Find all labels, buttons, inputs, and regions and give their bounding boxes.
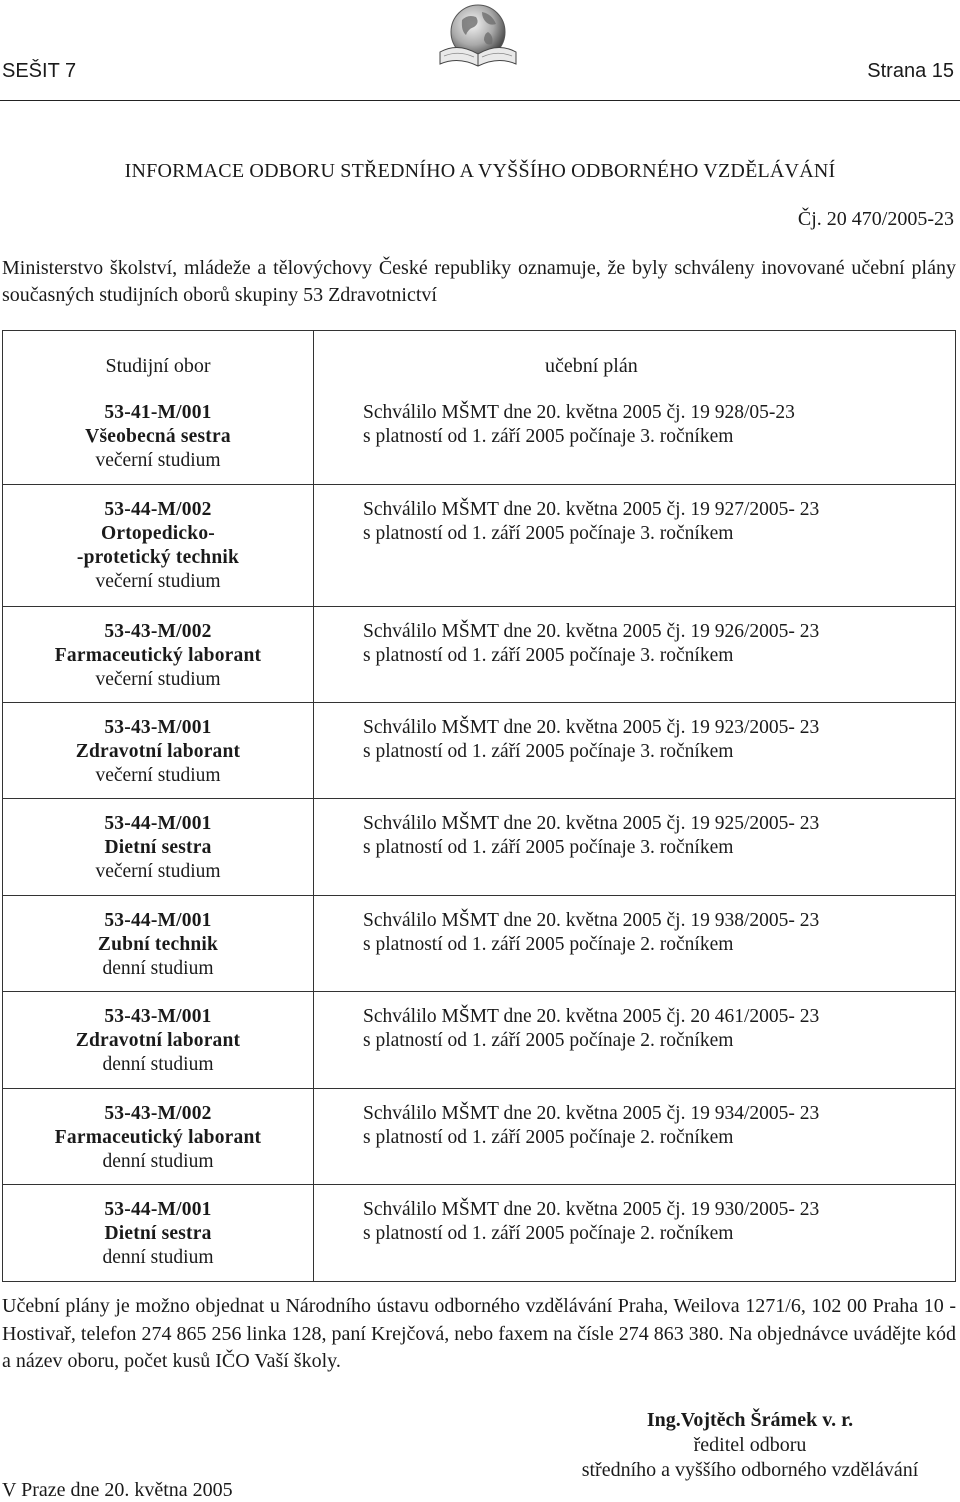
study-mode: večerní studium: [95, 669, 221, 690]
study-mode: denní studium: [102, 1151, 214, 1172]
ordering-info-paragraph: Učební plány je možno objednat u Národního ústavu odborného vzdělávání Praha, Weilova 1271/6, 102 00 Praha 10 - Hostivař, telefon 274 865 256 linka 128, paní Krejčová, nebo faxem na čísle 274 863 380. Na objednávce uvádějte kód a název oboru, počet kusů IČO Vaší školy.: [2, 1295, 956, 1372]
approval-text: Schválilo MŠMT dne 20. května 2005 čj. 19 930/2005- 23: [363, 1199, 820, 1220]
field-name: Zdravotní laborant: [75, 741, 241, 762]
field-name: Dietní sestra: [104, 1223, 212, 1244]
field-code: 53-44-M/001: [104, 1199, 212, 1220]
validity-text: s platností od 1. září 2005 počínaje 2. ročníkem: [363, 1030, 734, 1051]
validity-text: s platností od 1. září 2005 počínaje 3. ročníkem: [363, 645, 734, 666]
validity-text: s platností od 1. září 2005 počínaje 2. ročníkem: [363, 934, 734, 955]
field-code: 53-44-M/001: [104, 813, 212, 834]
reference-number: Čj. 20 470/2005-23: [797, 208, 954, 230]
signatory-department: středního a vyššího odborného vzdělávání: [581, 1459, 919, 1481]
field-name: Zdravotní laborant: [75, 1030, 241, 1051]
study-mode: denní studium: [102, 1247, 214, 1268]
field-name-continued: -protetický technik: [76, 547, 240, 568]
validity-text: s platností od 1. září 2005 počínaje 2. ročníkem: [363, 1127, 734, 1148]
field-name: Dietní sestra: [104, 837, 212, 858]
study-mode: večerní studium: [95, 450, 221, 471]
field-code: 53-43-M/001: [104, 1006, 212, 1027]
column-header-study-field: Studijní obor: [105, 355, 211, 377]
table-row: [3, 1184, 955, 1281]
study-mode: večerní studium: [95, 571, 221, 592]
field-name: Farmaceutický laborant: [54, 1127, 262, 1148]
signatory-title: ředitel odboru: [693, 1434, 807, 1456]
signatory-name: Ing.Vojtěch Šrámek v. r.: [646, 1409, 854, 1431]
intro-paragraph: Ministerstvo školství, mládeže a tělovýchovy České republiky oznamuje, že byly schváleny inovované učební plány současných studijních oborů skupiny 53 Zdravotnictví: [2, 257, 956, 306]
table-row: [3, 702, 955, 798]
validity-text: s platností od 1. září 2005 počínaje 2. ročníkem: [363, 1223, 734, 1244]
field-code: 53-43-M/001: [104, 717, 212, 738]
field-code: 53-43-M/002: [104, 1103, 212, 1124]
approval-text: Schválilo MŠMT dne 20. května 2005 čj. 19 927/2005- 23: [363, 499, 820, 520]
approval-text: Schválilo MŠMT dne 20. května 2005 čj. 19 926/2005- 23: [363, 621, 820, 642]
signature-block: [540, 1408, 960, 1483]
table-row: [3, 895, 955, 991]
approval-text: Schválilo MŠMT dne 20. května 2005 čj. 19 925/2005- 23: [363, 813, 820, 834]
globe-and-open-book-icon: [432, 2, 522, 72]
header-divider: [0, 100, 960, 101]
field-name: Všeobecná sestra: [85, 426, 231, 447]
curriculum-table: [2, 330, 956, 1282]
issue-date: V Praze dne 20. května 2005: [2, 1479, 233, 1501]
table-row: [3, 484, 955, 606]
approval-text: Schválilo MŠMT dne 20. května 2005 čj. 19 938/2005- 23: [363, 910, 820, 931]
approval-text: Schválilo MŠMT dne 20. května 2005 čj. 19 934/2005- 23: [363, 1103, 820, 1124]
approval-text: Schválilo MŠMT dne 20. května 2005 čj. 19 928/05-23: [363, 402, 795, 423]
study-mode: denní studium: [102, 1054, 214, 1075]
study-mode: denní studium: [102, 958, 214, 979]
field-code: 53-44-M/001: [104, 910, 212, 931]
issue-label: SEŠIT 7: [2, 60, 77, 82]
field-code: 53-43-M/002: [104, 621, 212, 642]
table-row: [3, 991, 955, 1088]
table-row: [3, 1088, 955, 1184]
column-header-curriculum: učební plán: [545, 355, 638, 377]
study-mode: večerní studium: [95, 765, 221, 786]
page-number: Strana 15: [867, 60, 954, 82]
section-heading: INFORMACE ODBORU STŘEDNÍHO A VYŠŠÍHO ODBORNÉHO VZDĚLÁVÁNÍ: [124, 160, 836, 182]
study-mode: večerní studium: [95, 861, 221, 882]
table-row: [3, 606, 955, 702]
field-name: Farmaceutický laborant: [54, 645, 262, 666]
validity-text: s platností od 1. září 2005 počínaje 3. ročníkem: [363, 837, 734, 858]
table-header-row: [3, 331, 955, 388]
approval-text: Schválilo MŠMT dne 20. května 2005 čj. 19 923/2005- 23: [363, 717, 820, 738]
field-name: Zubní technik: [97, 934, 219, 955]
table-row: [3, 388, 955, 484]
approval-text: Schválilo MŠMT dne 20. května 2005 čj. 20 461/2005- 23: [363, 1006, 820, 1027]
field-name: Ortopedicko-: [101, 523, 215, 544]
validity-text: s platností od 1. září 2005 počínaje 3. ročníkem: [363, 741, 734, 762]
page-header: [0, 0, 960, 100]
field-code: 53-44-M/002: [104, 499, 212, 520]
validity-text: s platností od 1. září 2005 počínaje 3. ročníkem: [363, 426, 734, 447]
table-row: [3, 798, 955, 895]
field-code: 53-41-M/001: [104, 402, 212, 423]
validity-text: s platností od 1. září 2005 počínaje 3. ročníkem: [363, 523, 734, 544]
